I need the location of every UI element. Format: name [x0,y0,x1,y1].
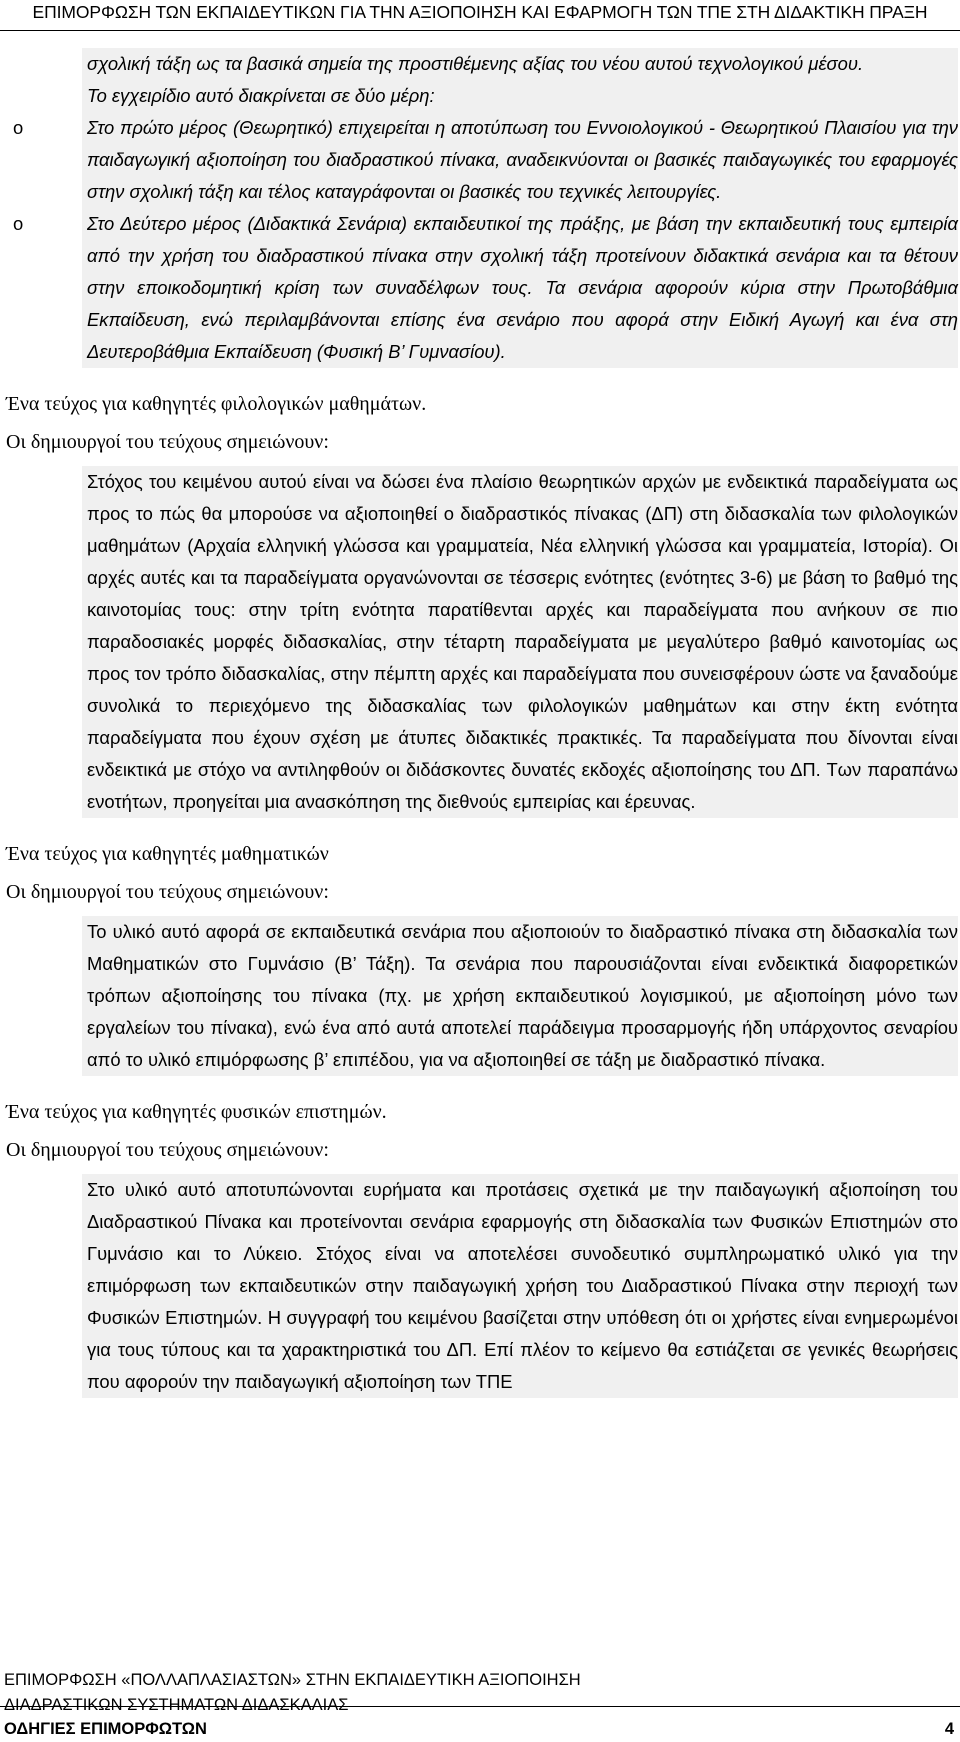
section-title: Ένα τεύχος για καθηγητές φιλολογικών μαθημάτων. [6,393,427,415]
lead-paragraph: Το εγχειρίδιο αυτό διακρίνεται σε δύο μέρη: [87,85,435,106]
section-title: Ένα τεύχος για καθηγητές μαθηματικών [6,843,329,865]
section-body: Στόχος του κειμένου αυτού είναι να δώσει ένα πλαίσιο θεωρητικών αρχών με ενδεικτικά παραδείγματα ως προς το πώς θα μπορούσε να αξιοποιηθεί ο διαδραστικός πίνακας (ΔΠ) στη διδασκαλία των φιλολογικών μαθημάτων (Αρχαία ελληνική γλώσσα και γραμματεία, Νέα ελληνική γλώσσα και γραμματεία, Ιστορία). Οι αρχές αυτές και τα παραδείγματα οργανώνονται σε τέσσερις ενότητες (ενότητες 3-6) με βάση το βαθμό της καινοτομίας τους: στην τρίτη ενότητα παρατίθενται αρχές και παραδείγματα που ανήκουν σε πιο παραδοσιακές μορφές διδασκαλίας, στην τέταρτη παραδείγματα με μεγαλύτερο βαθμό καινοτομίας ως προς τον τρόπο διδασκαλίας, στην πέμπτη αρχές και παραδείγματα που συνεισφέρουν ώστε να ξαναδούμε συνολικά το περιεχόμενο της διδασκαλίας των φιλολογικών μαθημάτων και στην έκτη ενότητα παραδείγματα που έχουν σχέση με άτυπες διδακτικές πρακτικές. Τα παραδείγματα που δίνονται είναι ενδεικτικά με στόχο να αντιληφθούν οι διδάσκοντες δυνατές εκδοχές αξιοποίησης του ΔΠ. Των παραπάνω ενοτήτων, προηγείται μια ανασκόπηση της διεθνούς εμπειρίας και έρευνας. [82,466,958,818]
footer-line: ΕΠΙΜΟΡΦΩΣΗ «ΠΟΛΛΑΠΛΑΣΙΑΣΤΩΝ» ΣΤΗΝ ΕΚΠΑΙΔΕΥΤΙΚΗ ΑΞΙΟΠΟΙΗΣΗ [4,1671,581,1689]
footer-line: ΟΔΗΓΙΕΣ ΕΠΙΜΟΡΦΩΤΩΝ [4,1720,207,1738]
section-subtitle: Οι δημιουργοί του τεύχους σημειώνουν: [6,881,329,903]
section-body: Στο υλικό αυτό αποτυπώνονται ευρήματα και προτάσεις σχετικά με την παιδαγωγική αξιοποίηση του Διαδραστικού Πίνακα και προτείνονται σενάρια εφαρμογής στη διδασκαλία των Φυσικών Επιστημών στο Γυμνάσιο και το Λύκειο. Στόχος είναι να αποτελέσει συνοδευτικό συμπληρωματικό υλικό για την επιμόρφωση των εκπαιδευτικών στην παιδαγωγική χρήση του Διαδραστικού Πίνακα στην περιοχή των Φυσικών Επιστημών. Η συγγραφή του κειμένου βασίζεται στην υπόθεση ότι οι χρήστες είναι ενημερωμένοι για τους τύπους και τα χαρακτηριστικά του ΔΠ. Επί πλέον το κείμενο θα εστιάζεται σε γενικές θεωρήσεις που αφορούν την παιδαγωγική αξιοποίηση των ΤΠΕ [82,1174,958,1398]
section-title: Ένα τεύχος για καθηγητές φυσικών επιστημών. [6,1101,387,1123]
list-item-text: Στο πρώτο μέρος (Θεωρητικό) επιχειρείται η αποτύπωση του Εννοιολογικού - Θεωρητικού Πλαισίου για την παιδαγωγική αξιοποίηση του διαδραστικού πίνακα, αναδεικνύονται οι βασικές παιδαγωγικές του εφαρμογές στην σχολική τάξη και τέλος καταγράφονται οι βασικές του τεχνικές λειτουργίες. [87,117,958,202]
section-subtitle: Οι δημιουργοί του τεύχους σημειώνουν: [6,431,329,453]
list-item [13,112,958,208]
list-item [13,208,958,368]
footer-line: ΔΙΑΔΡΑΣΤΙΚΩΝ ΣΥΣΤΗΜΑΤΩΝ ΔΙΔΑΣΚΑΛΙΑΣ [4,1696,349,1714]
section-body: Το υλικό αυτό αφορά σε εκπαιδευτικά σενάρια που αξιοποιούν το διαδραστικό πίνακα στη διδασκαλία των Μαθηματικών στο Γυμνάσιο (Β’ Τάξη). Τα σενάρια που παρουσιάζονται είναι ενδεικτικά διαφορετικών τρόπων αξιοποίησης του πίνακα (πχ. με χρήση εκπαιδευτικού λογισμικού, με αξιοποίηση μόνο των εργαλείων του πίνακα), ενώ ένα από αυτά αποτελεί παράδειγμα προσαρμογής ήδη υπάρχοντος σεναρίου από το υλικό επιμόρφωσης β’ επιπέδου, για να αξιοποιηθεί σε τάξη με διαδραστικό πίνακα. [82,916,958,1076]
intro-box [13,48,958,368]
bullet-icon: o [13,213,24,234]
list-item-text: Στο Δεύτερο μέρος (Διδακτικά Σενάρια) εκπαιδευτικοί της πράξης, με βάση την εκπαιδευτική τους εμπειρία από την χρήση του διαδραστικού πίνακα στην σχολική τάξη προτείνουν διδακτικά σενάρια και τα θέτουν στην εποικοδομητική κρίση των συναδέλφων τους. Τα σενάρια αφορούν κύρια στην Πρωτοβάθμια Εκπαίδευση, ενώ περιλαμβάνονται επίσης ένα σενάριο που αφορά στην Ειδική Αγωγή και ένα στη Δευτεροβάθμια Εκπαίδευση (Φυσική Β’ Γυμνασίου). [87,213,958,362]
running-header: ΕΠΙΜΟΡΦΩΣΗ ΤΩΝ ΕΚΠΑΙΔΕΥΤΙΚΩΝ ΓΙΑ ΤΗΝ ΑΞΙΟΠΟΙΗΣΗ ΚΑΙ ΕΦΑΡΜΟΓΗ ΤΩΝ ΤΠΕ ΣΤΗ ΔΙΔΑΚΤΙΚΗ ΠΡΑΞΗ [0,0,960,31]
page-number: 4 [944,1720,954,1738]
bullet-icon: o [13,117,24,138]
intro-paragraph: σχολική τάξη ως τα βασικά σημεία της προστιθέμενης αξίας του νέου αυτού τεχνολογικού μέσου. [87,53,864,74]
section-subtitle: Οι δημιουργοί του τεύχους σημειώνουν: [6,1139,329,1161]
